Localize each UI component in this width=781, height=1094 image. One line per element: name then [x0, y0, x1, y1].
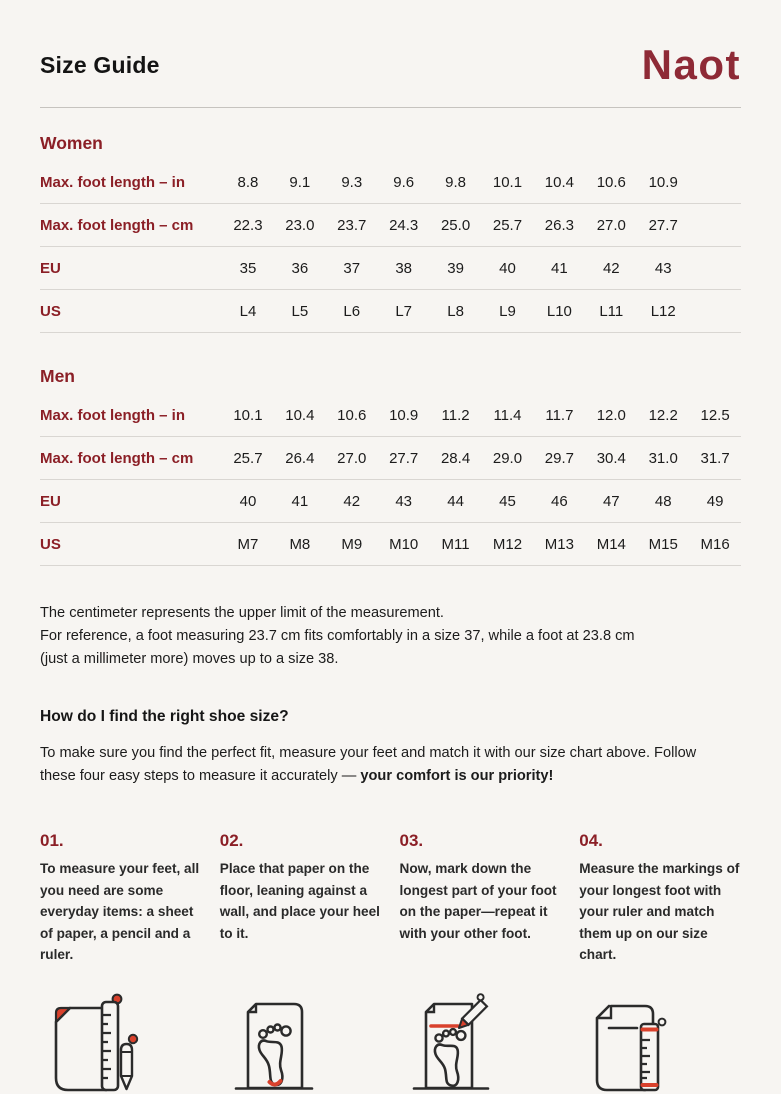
step-2 — [220, 831, 382, 966]
table-cell: 22.3 — [233, 216, 263, 234]
table-cell: 25.7 — [492, 216, 523, 234]
row-label: US — [40, 302, 61, 320]
header-divider — [40, 107, 741, 108]
women-section — [40, 133, 741, 333]
table-cell: L11 — [599, 302, 624, 320]
note-line: The centimeter represents the upper limit of the measurement. — [40, 605, 444, 621]
table-cell: 28.4 — [440, 449, 471, 467]
table-cell: 10.1 — [233, 406, 263, 424]
table-cell: 47 — [602, 492, 620, 510]
table-cell: 29.7 — [544, 449, 574, 467]
table-cell: 23.0 — [285, 216, 315, 234]
table-cell: L9 — [499, 302, 516, 320]
table-cell: 24.3 — [389, 216, 419, 234]
step-1 — [40, 831, 202, 966]
measurement-notes — [40, 602, 741, 671]
table-cell: 27.0 — [337, 449, 367, 467]
table-cell: 9.1 — [289, 173, 311, 191]
step-number: 02. — [219, 831, 244, 850]
table-cell: M11 — [441, 535, 470, 553]
row-values — [222, 303, 741, 320]
row-label: Max. foot length – cm — [40, 449, 194, 467]
men-section — [40, 366, 741, 566]
table-cell: L5 — [291, 302, 309, 320]
table-cell — [689, 174, 741, 191]
table-cell: 25.7 — [233, 449, 263, 467]
table-cell: 41 — [551, 259, 568, 277]
table-cell: 31.0 — [648, 449, 678, 467]
men-size-table — [40, 394, 741, 566]
table-cell: 10.6 — [596, 173, 626, 191]
table-cell: 27.0 — [596, 216, 626, 234]
table-row — [40, 394, 741, 437]
step-text: Now, mark down the longest part of your foot on the paper—repeat it with your other foot. — [399, 861, 557, 941]
table-cell: 48 — [654, 492, 672, 510]
table-cell: 26.3 — [544, 216, 574, 234]
naot-logo: Naot — [641, 41, 741, 88]
table-cell: 9.8 — [445, 173, 466, 191]
table-cell: 11.7 — [545, 406, 574, 424]
table-cell: 42 — [602, 259, 620, 277]
row-values — [222, 536, 741, 553]
table-cell: 10.9 — [648, 173, 678, 191]
table-cell: 25.0 — [440, 216, 471, 234]
table-cell: L6 — [343, 302, 361, 320]
row-label: EU — [40, 492, 61, 510]
table-cell: L4 — [239, 302, 257, 320]
men-heading: Men — [40, 366, 75, 386]
table-cell: M14 — [596, 535, 626, 553]
table-row — [40, 437, 741, 480]
table-cell: 12.5 — [700, 406, 730, 424]
mark-foot-with-pencil-icon — [400, 990, 562, 1094]
table-cell: L7 — [395, 302, 413, 320]
table-row — [40, 204, 741, 247]
step-text: Place that paper on the floor, leaning against a wall, and place your heel to it. — [219, 861, 380, 941]
row-label: Max. foot length – in — [40, 173, 185, 191]
table-cell: 40 — [239, 492, 257, 510]
steps-grid — [40, 831, 741, 1094]
table-cell: 11.2 — [441, 406, 470, 424]
row-label: US — [40, 535, 61, 553]
paper-ruler-pencil-icon — [40, 990, 202, 1094]
table-cell: 9.6 — [393, 173, 415, 191]
table-cell: 37 — [343, 259, 361, 277]
table-cell: 29.0 — [492, 449, 523, 467]
howto-intro — [40, 742, 698, 788]
table-cell: 9.3 — [341, 173, 363, 191]
row-values — [222, 217, 741, 234]
row-values — [222, 450, 741, 467]
table-cell: 43 — [395, 492, 413, 510]
table-cell: 10.9 — [389, 406, 419, 424]
women-heading: Women — [40, 133, 103, 153]
table-cell: 27.7 — [648, 216, 678, 234]
table-cell: 27.7 — [389, 449, 419, 467]
step-number: 03. — [399, 831, 424, 850]
table-cell: L12 — [650, 302, 676, 320]
row-values — [222, 174, 741, 191]
table-cell: 11.4 — [493, 406, 522, 424]
step-4 — [579, 831, 741, 966]
row-label: Max. foot length – in — [40, 406, 185, 424]
howto-intro-text: To make sure you find the perfect fit, measure your feet and match it with our size chart above. Follow these four easy steps to measure it accurately — — [40, 745, 697, 784]
measure-markings-ruler-icon — [579, 990, 741, 1094]
table-cell: M12 — [492, 535, 523, 553]
table-cell: M7 — [237, 535, 259, 553]
footprint-on-paper-icon — [220, 990, 382, 1094]
table-cell: 8.8 — [237, 173, 259, 191]
howto-heading: How do I find the right shoe size? — [40, 708, 289, 725]
table-cell: 23.7 — [337, 216, 367, 234]
table-cell: 46 — [551, 492, 568, 510]
header — [40, 41, 741, 88]
step-number: 04. — [579, 831, 603, 850]
table-cell: 38 — [395, 259, 413, 277]
page-title: Size Guide — [40, 51, 160, 78]
step-text: Measure the markings of your longest foot with your ruler and match them up on our size chart. — [579, 861, 740, 962]
row-values — [222, 407, 741, 424]
table-cell: L10 — [546, 302, 572, 320]
table-cell: 42 — [343, 492, 361, 510]
women-size-table — [40, 161, 741, 333]
row-values — [222, 493, 741, 510]
table-cell: 31.7 — [700, 449, 730, 467]
table-cell: 45 — [499, 492, 516, 510]
step-number: 01. — [40, 831, 64, 850]
table-cell: 49 — [706, 492, 724, 510]
table-cell: 30.4 — [596, 449, 626, 467]
table-cell: 41 — [291, 492, 309, 510]
table-cell: 40 — [499, 259, 516, 277]
table-cell: 35 — [239, 259, 257, 277]
table-cell: 12.0 — [596, 406, 626, 424]
table-row — [40, 161, 741, 204]
table-cell: M8 — [289, 535, 311, 553]
howto-intro-bold: your comfort is our priority! — [360, 768, 554, 784]
table-cell: 36 — [291, 259, 309, 277]
table-cell: M16 — [700, 535, 730, 553]
table-cell: 43 — [654, 259, 672, 277]
row-values — [222, 260, 741, 277]
table-cell: M9 — [341, 535, 363, 553]
table-cell: 10.6 — [337, 406, 367, 424]
table-cell: 26.4 — [285, 449, 315, 467]
table-cell: M10 — [389, 535, 419, 553]
row-label: Max. foot length – cm — [40, 216, 194, 234]
table-cell: 10.4 — [544, 173, 574, 191]
table-cell — [689, 260, 741, 277]
note-line: (just a millimeter more) moves up to a size 38. — [40, 651, 339, 667]
table-cell: 12.2 — [648, 406, 678, 424]
table-cell: M13 — [544, 535, 574, 553]
table-cell: 44 — [447, 492, 464, 510]
row-label: EU — [40, 259, 61, 277]
table-cell — [689, 217, 741, 234]
table-cell: M15 — [648, 535, 678, 553]
table-row — [40, 523, 741, 566]
step-3 — [400, 831, 562, 966]
table-cell: 10.4 — [285, 406, 315, 424]
table-cell: 10.1 — [492, 173, 523, 191]
step-text: To measure your feet, all you need are some everyday items: a sheet of paper, a pencil and a ruler. — [40, 861, 200, 962]
table-cell: 39 — [447, 259, 464, 277]
table-cell — [689, 303, 741, 320]
table-row — [40, 247, 741, 290]
table-row — [40, 290, 741, 333]
table-row — [40, 480, 741, 523]
note-line: For reference, a foot measuring 23.7 cm fits comfortably in a size 37, while a foot at 23.8 cm — [40, 628, 635, 644]
table-cell: L8 — [447, 302, 464, 320]
